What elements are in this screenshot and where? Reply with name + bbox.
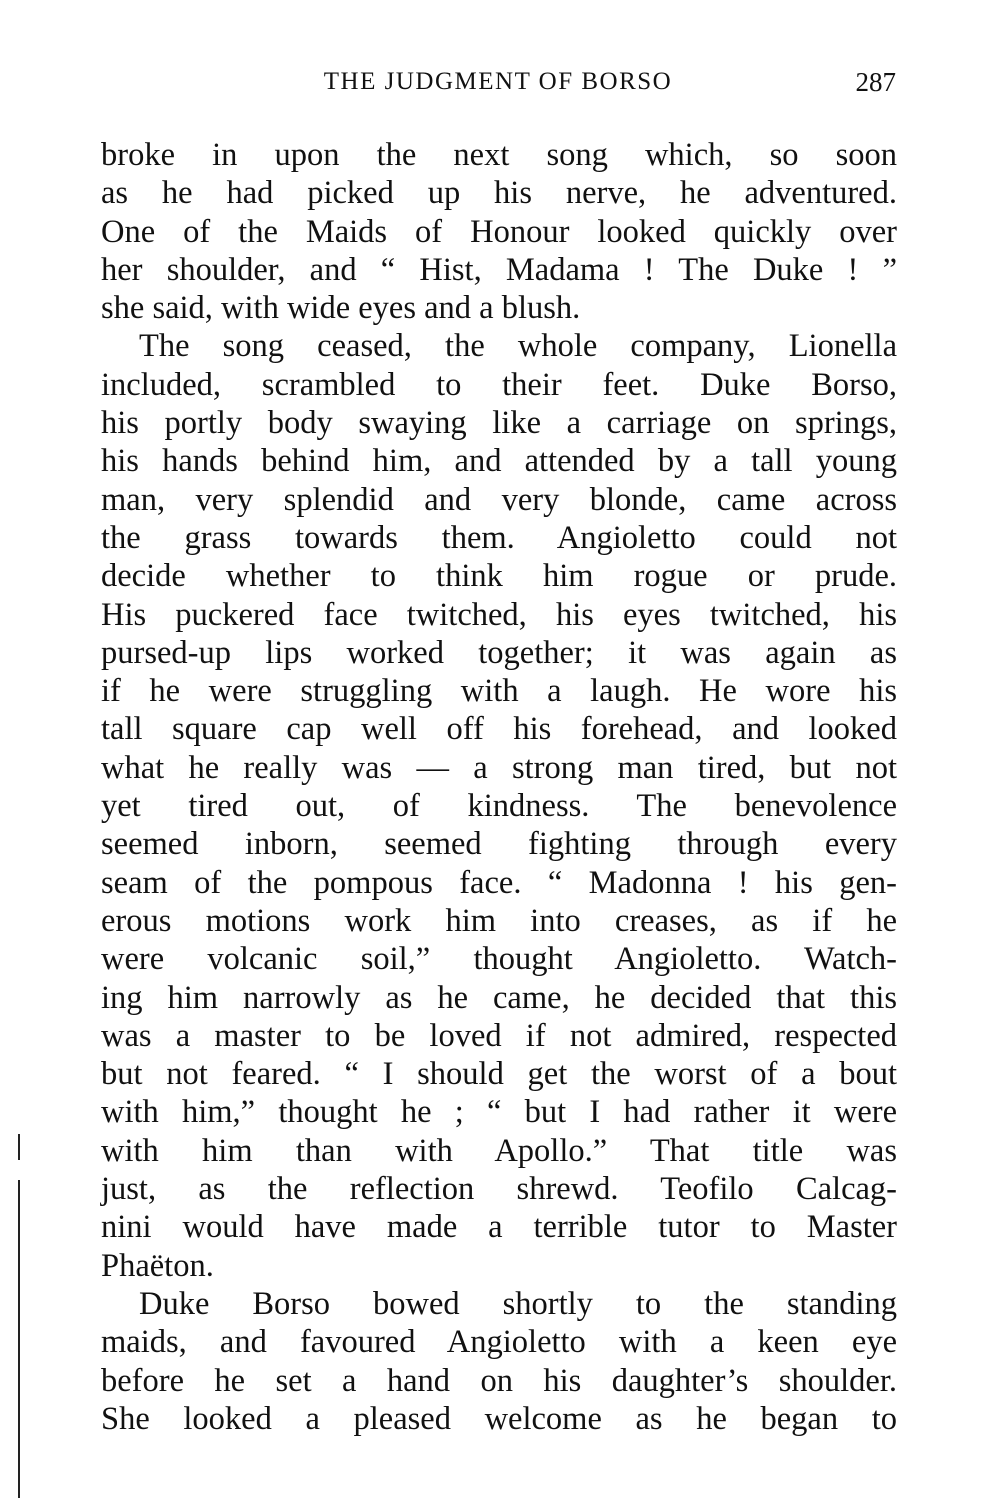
text-line: broke in upon the next song which, so soon — [101, 137, 897, 173]
running-head — [100, 64, 896, 100]
text-line: his portly body swaying like a carriage on springs, — [101, 405, 897, 442]
text-line: before he set a hand on his daughter’s shoulder. — [101, 1362, 897, 1399]
running-title: THE JUDGMENT OF BORSO — [323, 68, 673, 95]
text-line: Duke Borso bowed shortly to the standing — [139, 1285, 897, 1322]
text-line: His puckered face twitched, his eyes twitched, his — [101, 596, 897, 633]
text-line: decide whether to think him rogue or prude. — [101, 558, 897, 595]
text-line: she said, with wide eyes and a blush. — [101, 290, 581, 327]
text-line: if he were struggling with a laugh. He wore his — [101, 673, 897, 710]
text-line: seam of the pompous face. “ Madonna ! his gen- — [101, 864, 897, 901]
text-line: maids, and favoured Angioletto with a keen eye — [101, 1324, 897, 1361]
text-line: just, as the reflection shrewd. Teofilo Calcag- — [101, 1171, 897, 1208]
text-line: what he really was — a strong man tired, but not — [101, 749, 897, 786]
text-line: included, scrambled to their feet. Duke Borso, — [101, 366, 897, 403]
text-line: with him,” thought he ; “ but I had rather it were — [101, 1094, 897, 1131]
scan-edge-mark — [18, 1180, 20, 1498]
text-line: tall square cap well off his forehead, and looked — [101, 711, 897, 748]
text-line: erous motions work him into creases, as if he — [101, 902, 897, 939]
text-line: his hands behind him, and attended by a tall young — [101, 443, 897, 480]
text-line: man, very splendid and very blonde, came across — [101, 481, 897, 518]
scan-edge-mark — [18, 1134, 20, 1160]
text-line: with him than with Apollo.” That title was — [101, 1132, 897, 1169]
page-number: 287 — [855, 67, 896, 97]
text-line: ing him narrowly as he came, he decided that this — [101, 979, 897, 1016]
text-line: was a master to be loved if not admired, respected — [101, 1017, 897, 1054]
text-line: She looked a pleased welcome as he began to — [101, 1400, 897, 1437]
text-line: her shoulder, and “ Hist, Madama ! The Duke ! ” — [101, 251, 897, 288]
text-line: pursed-up lips worked together; it was again as — [101, 634, 897, 671]
text-line: were volcanic soil,” thought Angioletto. Watch- — [101, 941, 897, 978]
text-line: yet tired out, of kindness. The benevolence — [101, 788, 897, 825]
text-line: seemed inborn, seemed fighting through every — [101, 826, 897, 863]
text-line: as he had picked up his nerve, he adventured. — [101, 175, 897, 212]
text-line: Phaëton. — [101, 1247, 214, 1284]
text-line: but not feared. “ I should get the worst of a bout — [101, 1056, 897, 1093]
text-line: nini would have made a terrible tutor to Master — [101, 1209, 897, 1246]
text-line: the grass towards them. Angioletto could not — [101, 519, 897, 556]
body-text — [101, 136, 897, 1438]
text-line: The song ceased, the whole company, Lionella — [139, 328, 897, 365]
text-line: One of the Maids of Honour looked quickly over — [101, 213, 897, 250]
